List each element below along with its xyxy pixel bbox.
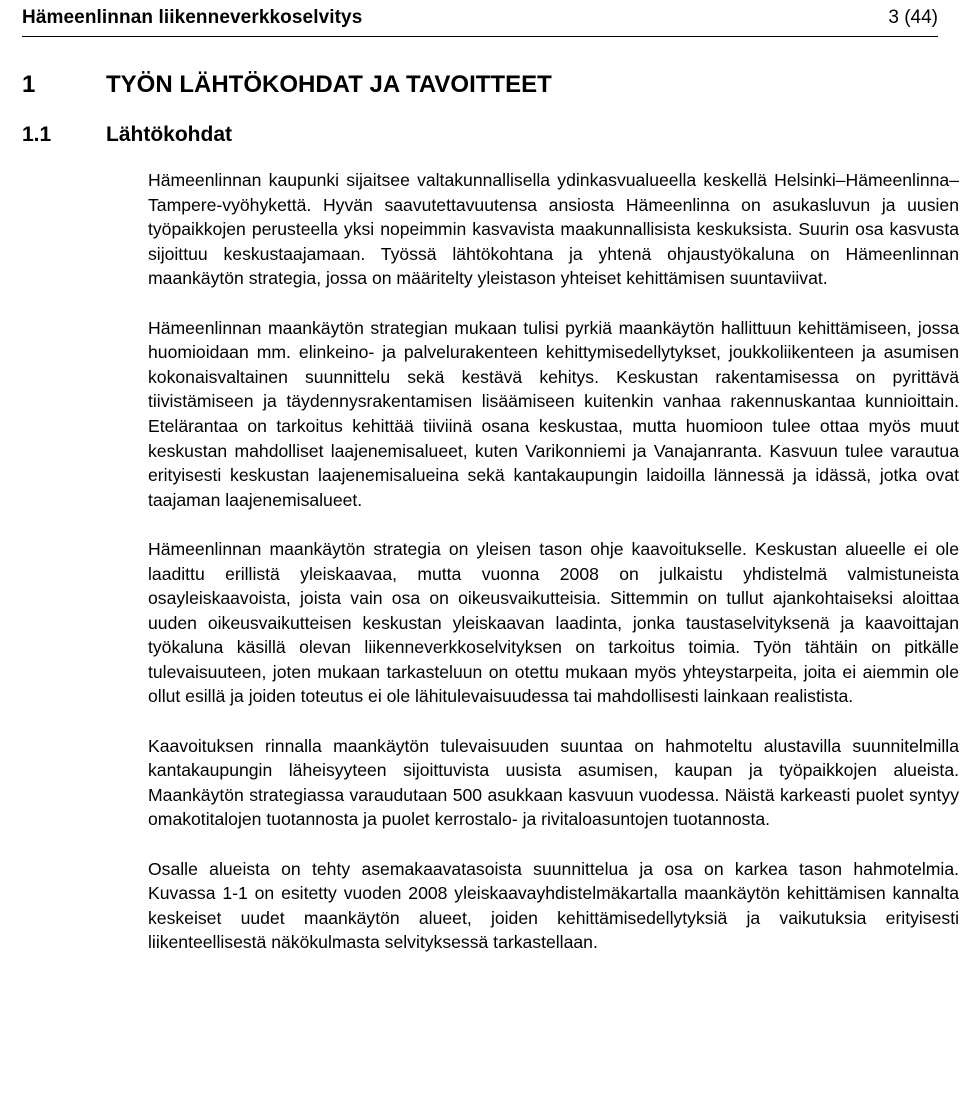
subsection-heading — [22, 122, 232, 148]
paragraph-3: Hämeenlinnan maankäytön strategia on yleisen tason ohje kaavoitukselle. Keskustan alueelle ei ole laadittu erillistä yleiskaavaa, mutta vuonna 2008 on julkaistu yhdistelmä valmistuneista osayleiskaavoista, joista vain osa on oikeusvaikutteisia. Sittemmin on tullut ajankohtaiseksi aloittaa uuden oikeusvaikutteisen keskustan yleiskaavan laadinta, jonka taustaselvityksenä ja kaavoittajan työkaluna käsillä olevan liikenneverkkoselvityksen on tarkoitus toimia. Työn tähtäin on pitkälle tulevaisuuteen, joten mukaan tarkasteluun on otettu mukaan myös yhteystarpeita, joita ei aiemmin ole ollut esillä ja joiden toteutus ei ole lähitulevaisuudessa tai mahdollisesti lainkaan realistista. — [148, 538, 959, 707]
paragraph-5: Osalle alueista on tehty asemakaavatasoista suunnittelua ja osa on karkea tason hahmotelmia. Kuvassa 1-1 on esitetty vuoden 2008 yleiskaavayhdistelmäkartalla maankäytön kehittämisen kannalta keskeiset uudet maankäytön alueet, joiden kehittämisedellytyksiä ja vaikutuksia erityisesti liikenteellisestä näkökulmasta selvityksessä tarkastellaan. — [148, 858, 959, 953]
body-text — [148, 168, 959, 980]
section-number: 1 — [22, 71, 36, 98]
section-title: TYÖN LÄHTÖKOHDAT JA TAVOITTEET — [106, 71, 552, 98]
paragraph-4: Kaavoituksen rinnalla maankäytön tulevaisuuden suuntaa on hahmoteltu alustavilla suunnitelmilla kantakaupungin läheisyyteen sijoittuvista uusista asumisen, kaupan ja työpaikkojen alueista. Maankäytön strategiassa varaudutaan 500 asukkaan kasvuun vuodessa. Näistä karkeasti puolet syntyy omakotitalojen tuotannosta ja puolet kerrostalo- ja rivitaloasuntojen tuotannosta. — [148, 735, 959, 830]
document-title: Hämeenlinnan liikenneverkkoselvitys — [22, 7, 363, 28]
paragraph-1: Hämeenlinnan kaupunki sijaitsee valtakunnallisella ydinkasvualueella keskellä Helsinki–Hämeenlinna–Tampere-vyöhykettä. Hyvän saavutettavuutensa ansiosta Hämeenlinna on asukasluvun ja uusien työpaikkojen perusteella yksi nopeimmin kasvavista maakunnallisista keskuksista. Suurin osa kasvusta sijoittuu keskustaajamaan. Työssä lähtökohtana ja yhtenä ohjaustyökaluna on Hämeenlinnan maankäytön strategia, jossa on määritelty yleistason yhteiset kehittämisen suuntaviivat. — [148, 170, 959, 289]
section-heading — [22, 70, 552, 100]
subsection-number: 1.1 — [22, 123, 52, 146]
page-header — [22, 0, 938, 37]
paragraph-2: Hämeenlinnan maankäytön strategian mukaan tulisi pyrkiä maankäytön hallittuun kehittämiseen, jossa huomioidaan mm. elinkeino- ja palvelurakenteen kehittymisedellytykset, joukkoliikenteen ja asumisen kokonaisvaltainen suunnittelu sekä kestävä kehitys. Keskustan rakentamisessa on pyrittävä tiivistämiseen ja täydennysrakentamisen lisäämiseen kuitenkin vanhaa rakennuskantaa kunnioittain. Etelärantaa on tarkoitus kehittää tiiviinä osana keskustaa, mutta huomioon tulee ottaa myös muut keskustan mahdolliset laajenemisalueet, kuten Varikonniemi ja Vanajanranta. Kasvuun tulee varautua erityisesti keskustan laajenemisalueina sekä kantakaupungin laidoilla lännessä ja idässä, jotka ovat taajaman laajenemisalueet. — [148, 317, 959, 510]
page-number: 3 (44) — [888, 7, 938, 28]
subsection-title: Lähtökohdat — [106, 123, 232, 146]
